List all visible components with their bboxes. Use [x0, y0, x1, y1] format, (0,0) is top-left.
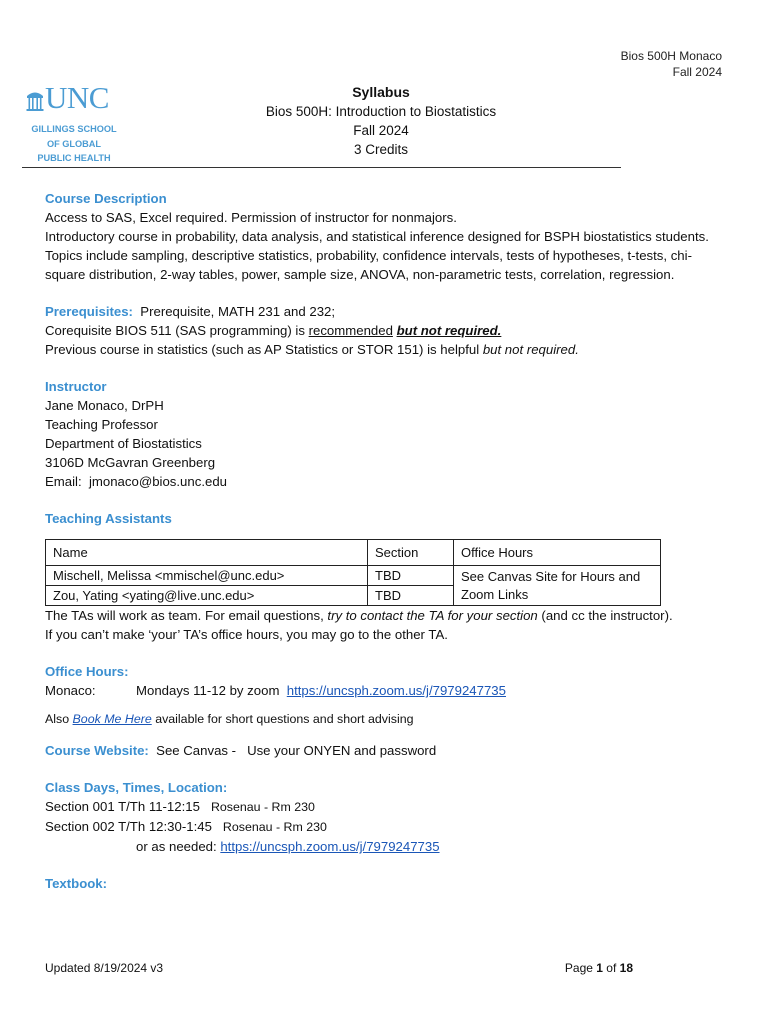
footer-updated: Updated 8/19/2024 v3: [45, 961, 164, 975]
office-hours-zoom-link[interactable]: https://uncsph.zoom.us/j/7979247735: [286, 683, 506, 698]
syllabus-header: [140, 83, 622, 159]
prerequisites-heading: Prerequisites:: [45, 304, 133, 319]
corequisite-recommended: recommended: [308, 323, 393, 338]
running-header: [621, 48, 722, 80]
class-alt-line: [45, 837, 725, 856]
ta-office-hours: See Canvas Site for Hours and Zoom Links: [454, 566, 661, 606]
header-divider: [22, 167, 621, 168]
book-me-also: Also: [45, 712, 73, 726]
footer-page-of: of: [602, 961, 620, 975]
course-website-line: [45, 741, 725, 760]
ta-note-emphasis: try to contact the TA for your section: [327, 608, 538, 623]
previous-course-text: Previous course in statistics (such as AP Statistics or STOR 151) is helpful: [45, 342, 483, 357]
ta-note-2: If you can’t make ‘your’ TA’s office hours, you may go to the other TA.: [45, 627, 448, 642]
footer-page-label: Page: [564, 961, 597, 975]
instructor-department: Department of Biostatistics: [45, 436, 202, 451]
corequisite-not-required: but not required.: [396, 323, 502, 338]
section-001-time: Section 001 T/Th 11-12:15: [45, 799, 200, 814]
instructor-email-line: [45, 472, 725, 491]
corequisite-text: Corequisite BIOS 511 (SAS programming) is: [45, 323, 309, 338]
course-term: Fall 2024: [353, 123, 409, 138]
office-hours-heading: Office Hours:: [45, 664, 129, 679]
instructor-name: Jane Monaco, DrPH: [45, 398, 164, 413]
unc-gillings-logo: [26, 82, 130, 164]
page-footer: [45, 961, 633, 975]
logo-line-1: GILLINGS SCHOOL: [31, 124, 117, 134]
table-row: [46, 566, 661, 586]
instructor-heading: Instructor: [45, 379, 107, 394]
book-me-text: available for short questions and short advising: [151, 712, 414, 726]
ta-col-section: Section: [368, 540, 454, 566]
office-hours-monaco: [45, 681, 725, 700]
page-title: Syllabus: [352, 84, 410, 100]
running-header-course: Bios 500H Monaco: [620, 49, 722, 63]
book-me-here-link[interactable]: Book Me Here: [72, 712, 152, 726]
instructor-office: 3106D McGavran Greenberg: [45, 455, 216, 470]
class-zoom-link[interactable]: https://uncsph.zoom.us/j/7979247735: [220, 839, 440, 854]
office-hours-who: Monaco:: [45, 683, 96, 698]
previous-course-not-required: but not required.: [482, 342, 579, 357]
logo-line-2: OF GLOBAL: [46, 138, 102, 149]
footer-page-current: 1: [596, 961, 603, 975]
class-section-001: [45, 797, 725, 817]
class-section-002: [45, 817, 725, 837]
section-002-time: Section 002 T/Th 12:30-1:45: [45, 819, 212, 834]
section-001-location: Rosenau - Rm 230: [210, 800, 315, 814]
ta-note-suffix: (and cc the instructor).: [537, 608, 673, 623]
course-credits: 3 Credits: [353, 142, 409, 157]
course-website-text-2: Use your ONYEN and password: [247, 743, 437, 758]
course-website-heading: Course Website:: [45, 743, 149, 758]
course-description-access: Access to SAS, Excel required. Permission of instructor for nonmajors.: [45, 210, 457, 225]
unc-wordmark: UNC: [45, 80, 109, 115]
ta-name: Zou, Yating <yating@live.unc.edu>: [46, 586, 368, 606]
ta-table-header: [46, 540, 661, 566]
instructor-email[interactable]: jmonaco@bios.unc.edu: [88, 474, 227, 489]
ta-col-hours: Office Hours: [454, 540, 661, 566]
running-header-term: Fall 2024: [672, 65, 722, 79]
book-me-line: [45, 710, 725, 729]
ta-col-name: Name: [46, 540, 368, 566]
ta-section: TBD: [368, 566, 454, 586]
course-description-text: Introductory course in probability, data analysis, and statistical inference designed for BSPH biostatistics students. Topics include sampling, descriptive statistics, probability, confidence intervals, tests of hypotheses, t-tests, chi-square distribution, 2-way tables, power, sample size, ANOVA, non-parametric tests, correlation, regression.: [45, 229, 709, 282]
class-alt-text: or as needed:: [136, 839, 221, 854]
ta-section: TBD: [368, 586, 454, 606]
teaching-assistants-heading: Teaching Assistants: [45, 511, 172, 526]
old-well-icon: [26, 88, 44, 112]
ta-note-1: [45, 606, 725, 625]
previous-course-line: [45, 340, 725, 359]
instructor-title: Teaching Professor: [45, 417, 158, 432]
textbook-heading: Textbook:: [45, 876, 108, 891]
logo-line-3: PUBLIC HEALTH: [37, 153, 111, 163]
footer-page-number: [565, 961, 633, 975]
instructor-email-label: Email:: [45, 474, 82, 489]
class-days-heading: Class Days, Times, Location:: [45, 780, 228, 795]
ta-name: Mischell, Melissa <mmischel@unc.edu>: [46, 566, 368, 586]
ta-note-text: The TAs will work as team. For email questions,: [45, 608, 328, 623]
course-website-text: See Canvas -: [156, 743, 237, 758]
syllabus-body: [45, 189, 725, 893]
ta-table: [45, 539, 661, 606]
section-002-location: Rosenau - Rm 230: [222, 820, 327, 834]
course-title: Bios 500H: Introduction to Biostatistics: [265, 104, 497, 119]
office-hours-when: Mondays 11-12 by zoom: [136, 683, 280, 698]
footer-page-total: 18: [619, 961, 633, 975]
course-description-heading: Course Description: [45, 191, 167, 206]
prerequisites-text: Prerequisite, MATH 231 and 232;: [140, 304, 336, 319]
prerequisites-line: [45, 302, 725, 321]
corequisite-line: [45, 321, 725, 340]
